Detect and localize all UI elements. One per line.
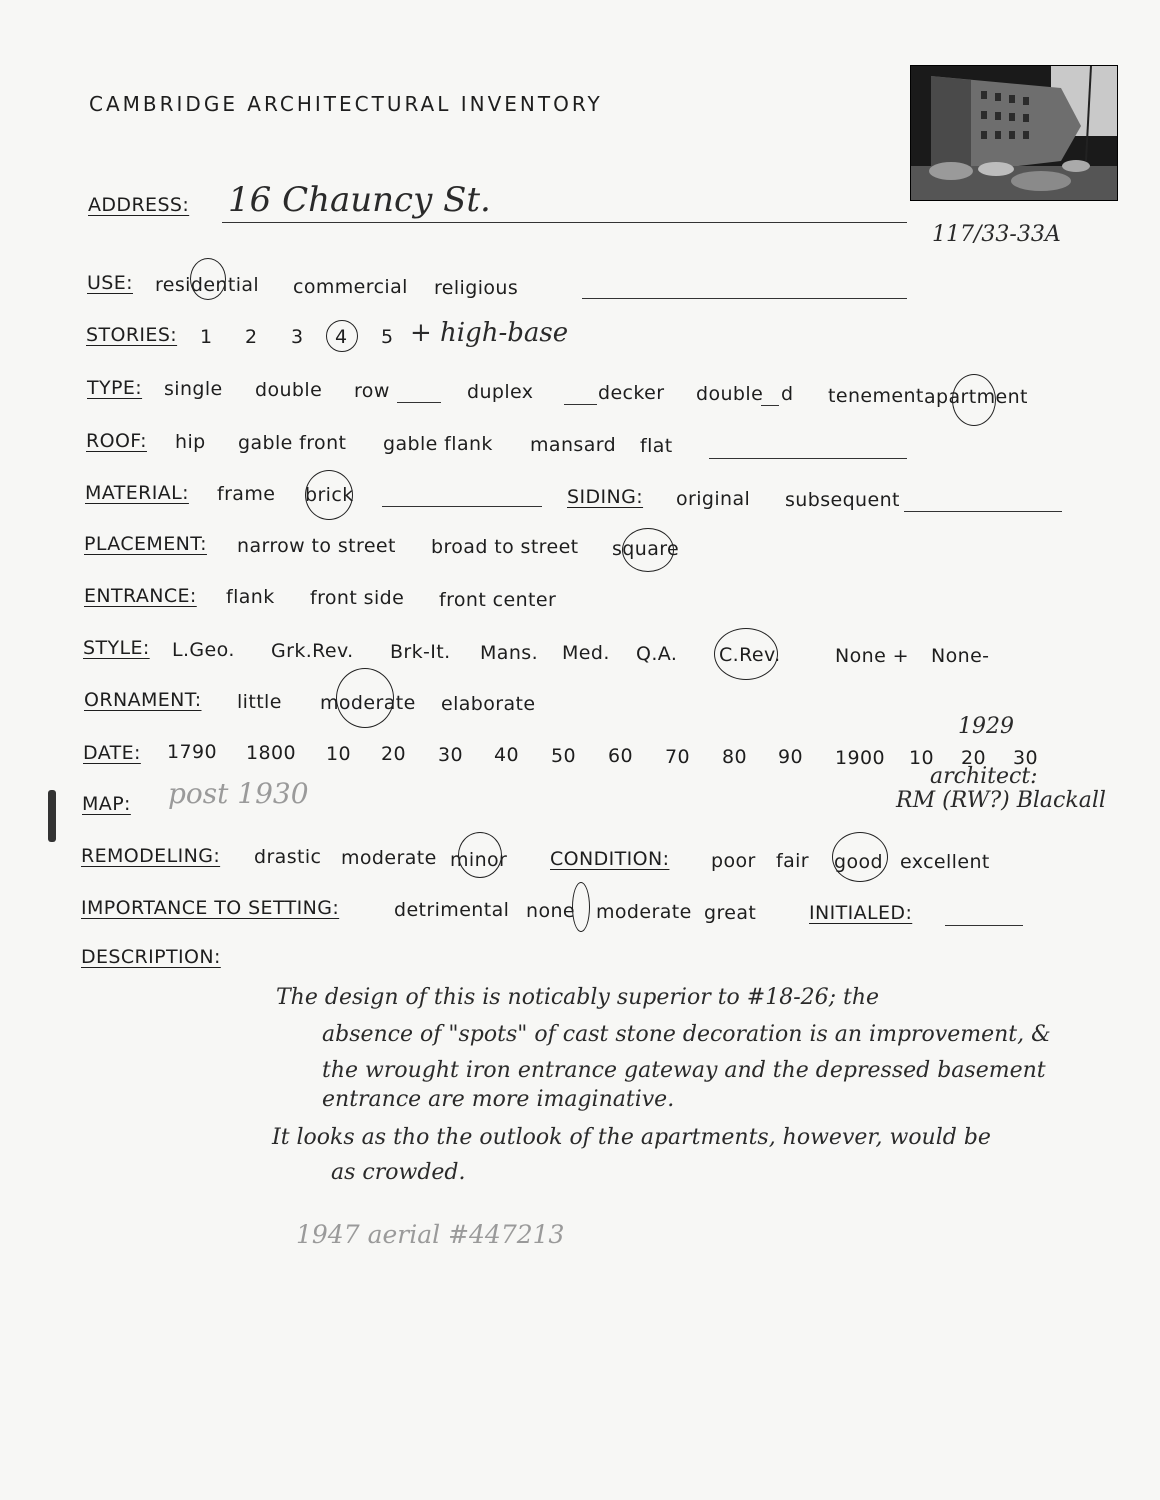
material-selection-circle bbox=[305, 470, 353, 520]
remodeling-selection-circle bbox=[458, 832, 502, 878]
use-selection-circle bbox=[190, 258, 226, 300]
remodeling-option-drastic: drastic bbox=[254, 846, 322, 868]
style-option-none-plus: None + bbox=[835, 645, 909, 667]
roof-option-mansard: mansard bbox=[530, 434, 617, 456]
placement-label: PLACEMENT: bbox=[84, 533, 207, 555]
description-line: The design of this is noticably superior to #18-26; the bbox=[276, 985, 880, 1010]
date-option-1900: 1900 bbox=[835, 747, 885, 769]
type-option-apartment: apartment bbox=[924, 386, 1028, 408]
condition-option-good: good bbox=[834, 851, 883, 873]
building-photo-icon bbox=[911, 66, 1117, 200]
type-option-tenement: tenement bbox=[828, 385, 924, 407]
material-label: MATERIAL: bbox=[85, 482, 189, 504]
stories-option-1: 1 bbox=[200, 326, 213, 348]
date-note: 1929 bbox=[958, 714, 1014, 739]
style-selection-circle bbox=[714, 628, 778, 680]
placement-option-narrow: narrow to street bbox=[237, 535, 396, 557]
stories-option-5: 5 bbox=[381, 326, 394, 348]
stories-option-4: 4 bbox=[335, 326, 348, 348]
description-label: DESCRIPTION: bbox=[81, 946, 221, 968]
address-value: 16 Chauncy St. bbox=[228, 180, 491, 220]
style-option-crev: C.Rev. bbox=[719, 644, 781, 666]
date-option-30: 30 bbox=[438, 744, 463, 766]
date-label: DATE: bbox=[83, 742, 141, 764]
roof-option-flat: flat bbox=[640, 435, 673, 457]
use-option-commercial: commercial bbox=[293, 276, 408, 298]
type-option-row: row bbox=[354, 380, 390, 402]
siding-option-original: original bbox=[676, 488, 751, 510]
description-line: entrance are more imaginative. bbox=[322, 1087, 675, 1112]
date-option-1910: 10 bbox=[909, 747, 934, 769]
architect-label: architect: bbox=[930, 764, 1038, 789]
type-option-double-d: double bbox=[696, 383, 764, 405]
type-option-decker: decker bbox=[598, 382, 665, 404]
condition-option-excellent: excellent bbox=[900, 851, 990, 873]
entrance-option-front-side: front side bbox=[310, 587, 405, 609]
roof-other-line bbox=[709, 458, 907, 459]
date-option-1790: 1790 bbox=[167, 741, 217, 763]
importance-option-none: none bbox=[526, 900, 575, 922]
date-option-60: 60 bbox=[608, 745, 633, 767]
use-other-line bbox=[582, 298, 907, 299]
roof-option-hip: hip bbox=[175, 431, 206, 453]
style-option-mans: Mans. bbox=[480, 642, 539, 664]
ornament-selection-circle bbox=[336, 668, 394, 728]
condition-option-fair: fair bbox=[776, 850, 810, 872]
roof-label: ROOF: bbox=[86, 430, 147, 452]
ornament-option-elaborate: elaborate bbox=[441, 693, 536, 715]
stories-option-3: 3 bbox=[291, 326, 304, 348]
entrance-label: ENTRANCE: bbox=[84, 585, 197, 607]
style-option-med: Med. bbox=[562, 642, 610, 664]
importance-label: IMPORTANCE TO SETTING: bbox=[81, 897, 340, 919]
date-option-1920: 20 bbox=[961, 747, 986, 769]
date-option-50: 50 bbox=[551, 745, 576, 767]
description-line: the wrought iron entrance gateway and the depressed basement bbox=[322, 1058, 1046, 1083]
condition-option-poor: poor bbox=[711, 850, 756, 872]
condition-selection-circle bbox=[832, 832, 888, 882]
remodeling-option-moderate: moderate bbox=[341, 847, 437, 869]
condition-label: CONDITION: bbox=[550, 848, 670, 870]
date-option-40: 40 bbox=[494, 744, 519, 766]
importance-option-moderate: moderate bbox=[596, 901, 692, 923]
form-title: CAMBRIDGE ARCHITECTURAL INVENTORY bbox=[89, 92, 603, 116]
roof-option-gable-front: gable front bbox=[238, 432, 347, 454]
siding-option-subsequent: subsequent bbox=[785, 489, 900, 511]
address-ref: 117/33-33A bbox=[932, 222, 1061, 247]
architect-value: RM (RW?) Blackall bbox=[896, 788, 1106, 813]
initialed-label: INITIALED: bbox=[809, 902, 913, 924]
initialed-line bbox=[945, 925, 1023, 926]
date-option-70: 70 bbox=[665, 746, 690, 768]
siding-label: SIDING: bbox=[567, 486, 644, 508]
style-option-lgeo: L.Geo. bbox=[172, 639, 235, 661]
date-option-20: 20 bbox=[381, 743, 406, 765]
placement-option-broad: broad to street bbox=[431, 536, 579, 558]
description-line: as crowded. bbox=[331, 1160, 466, 1185]
style-option-qa: Q.A. bbox=[636, 643, 678, 665]
placement-selection-circle bbox=[622, 528, 674, 572]
type-selection-circle bbox=[952, 374, 996, 426]
description-line: It looks as tho the outlook of the apartments, however, would be bbox=[272, 1125, 991, 1150]
address-label: ADDRESS: bbox=[88, 194, 190, 216]
material-option-brick: brick bbox=[305, 484, 354, 506]
importance-option-great: great bbox=[704, 902, 757, 924]
type-double-d-line bbox=[761, 405, 779, 406]
map-label: MAP: bbox=[82, 793, 131, 815]
entrance-option-front-center: front center bbox=[439, 589, 557, 611]
style-option-grkrev: Grk.Rev. bbox=[271, 640, 354, 662]
style-option-brkit: Brk-It. bbox=[390, 641, 451, 663]
type-option-d: d bbox=[781, 383, 794, 405]
type-option-duplex: duplex bbox=[467, 381, 534, 403]
edge-mark bbox=[48, 790, 56, 842]
date-option-80: 80 bbox=[722, 746, 747, 768]
siding-other-line bbox=[904, 511, 1062, 512]
ornament-option-little: little bbox=[237, 691, 282, 713]
ornament-option-moderate: moderate bbox=[320, 692, 416, 714]
style-option-none-minus: None- bbox=[931, 645, 990, 667]
importance-selection-circle bbox=[572, 882, 590, 932]
entrance-option-flank: flank bbox=[226, 586, 275, 608]
use-option-residential: residential bbox=[155, 274, 260, 296]
date-option-1800: 1800 bbox=[246, 742, 296, 764]
stories-option-2: 2 bbox=[245, 326, 258, 348]
date-option-90: 90 bbox=[778, 746, 803, 768]
remodeling-option-minor: minor bbox=[450, 849, 508, 871]
type-option-single: single bbox=[164, 378, 223, 400]
remodeling-label: REMODELING: bbox=[81, 845, 221, 867]
address-line bbox=[222, 222, 907, 223]
importance-option-detrimental: detrimental bbox=[394, 899, 510, 921]
type-label: TYPE: bbox=[87, 377, 143, 399]
ornament-label: ORNAMENT: bbox=[84, 689, 202, 711]
style-label: STYLE: bbox=[83, 637, 150, 659]
material-other-line bbox=[382, 506, 542, 507]
use-option-religious: religious bbox=[434, 277, 519, 299]
date-option-1930: 30 bbox=[1013, 747, 1038, 769]
description-line: absence of "spots" of cast stone decoration is an improvement, & bbox=[322, 1022, 1051, 1047]
date-option-10: 10 bbox=[326, 743, 351, 765]
stories-selection-circle bbox=[326, 320, 358, 352]
building-photo bbox=[910, 65, 1118, 201]
material-option-frame: frame bbox=[217, 483, 276, 505]
type-row-line bbox=[397, 402, 441, 403]
type-decker-line bbox=[564, 404, 597, 405]
use-label: USE: bbox=[87, 272, 133, 294]
type-option-double: double bbox=[255, 379, 323, 401]
map-note: post 1930 bbox=[168, 777, 309, 810]
placement-option-square: square bbox=[612, 538, 680, 560]
stories-note: + high-base bbox=[410, 318, 569, 348]
stories-label: STORIES: bbox=[86, 324, 178, 346]
aerial-note: 1947 aerial #447213 bbox=[296, 1220, 565, 1249]
roof-option-gable-flank: gable flank bbox=[383, 433, 493, 455]
